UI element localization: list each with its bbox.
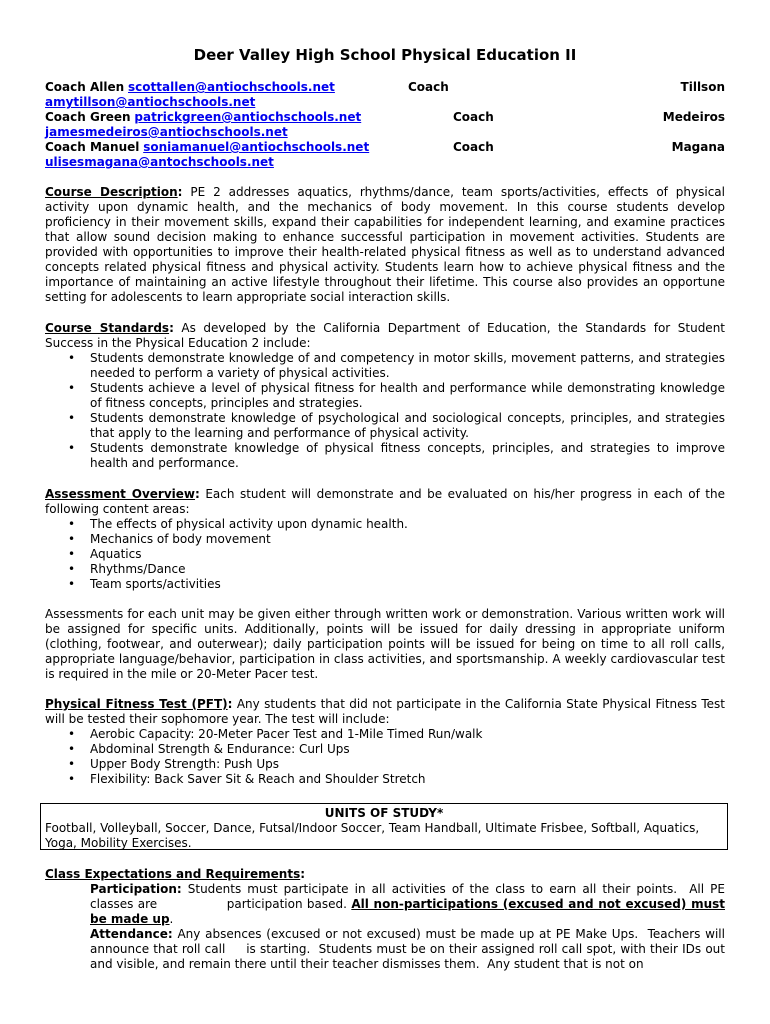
coach-word: Coach — [453, 110, 494, 124]
pft-list — [45, 727, 725, 787]
attendance-text: Any absences (excused or not excused) must be made up at PE Make Ups. Teachers will announce that roll call is starting. Students must be on their assigned roll call spot, with their IDs out and visible, and remain there until their teacher dismisses them. Any student that is not on — [90, 927, 729, 971]
course-standards: Course Standards: As developed by the California Department of Education, the Standards for Student Success in the Physical Education 2 include: — [45, 321, 725, 350]
coach-line-magana-email — [45, 155, 725, 170]
course-description-text: PE 2 addresses aquatics, rhythms/dance, team sports/activities, effects of physical activity upon dynamic health, and the mechanics of body movement. In this course students develop proficiency in their movement skills, expand their capabilities for independent learning, and examine practices that allow sound decision making to enhance successful participation in movement activities. Students are provided with opportunities to improve their health-related physical fitness as well as to understand advanced concepts related physical fitness and physical activity. Students learn how to achieve physical fitness and the importance of maintaining an active lifestyle throughout their lifetime. This course also provides an opportune setting for adolescents to learn appropriate social interaction skills. — [45, 185, 725, 304]
coach-line-tillson-email — [45, 95, 725, 110]
email-link-green[interactable]: patrickgreen@antiochschools.net — [134, 110, 362, 124]
coach-allen-label: Coach Allen — [45, 80, 125, 94]
coach-word: Coach — [453, 140, 494, 154]
email-link-manuel[interactable]: soniamanuel@antiochschools.net — [143, 140, 370, 154]
coach-line-medeiros-email — [45, 125, 725, 140]
list-item: • The effects of physical activity upon dynamic health. — [45, 517, 725, 532]
list-item: • Abdominal Strength & Endurance: Curl Ups — [45, 742, 725, 757]
coach-manuel-label: Coach Manuel — [45, 140, 140, 154]
pft-section: Physical Fitness Test (PFT): Any students that did not participate in the California State Physical Fitness Test will be tested their sophomore year. The test will include: — [45, 697, 725, 726]
list-item: • Aquatics — [45, 547, 725, 562]
assessment-heading: Assessment Overview — [45, 487, 196, 501]
list-item: • Students demonstrate knowledge of physical fitness concepts, principles, and strategies to improve health and performance. — [45, 441, 725, 471]
coach-medeiros-name: Medeiros — [662, 110, 725, 124]
pft-intro: Any students that did not participate in the California State Physical Fitness Test will be tested their sophomore year. The test will include: — [45, 697, 725, 726]
units-text: Football, Volleyball, Soccer, Dance, Futsal/Indoor Soccer, Team Handball, Ultimate Frisbee, Softball, Aquatics, Yoga, Mobility Exercises. — [45, 821, 700, 850]
coach-green-label: Coach Green — [45, 110, 131, 124]
expectations-heading-line: Class Expectations and Requirements: — [45, 867, 306, 881]
pft-heading: Physical Fitness Test (PFT) — [45, 697, 228, 711]
list-item: • Upper Body Strength: Push Ups — [45, 757, 725, 772]
participation-emphasis: All non-participations (excused and not excused) must be made up — [90, 897, 726, 926]
email-link-medeiros[interactable]: jamesmedeiros@antiochschools.net — [45, 125, 288, 139]
email-link-tillson[interactable]: amytillson@antiochschools.net — [45, 95, 256, 109]
list-item: • Aerobic Capacity: 20-Meter Pacer Test and 1-Mile Timed Run/walk — [45, 727, 725, 742]
attendance-paragraph — [90, 927, 729, 972]
coach-line-green — [45, 110, 725, 125]
course-standards-heading: Course Standards — [45, 321, 170, 335]
assessment-list — [45, 517, 725, 592]
course-standards-list — [45, 351, 725, 471]
participation-label: Participation: — [90, 882, 182, 896]
email-link-allen[interactable]: scottallen@antiochschools.net — [128, 80, 335, 94]
assessment-intro: Each student will demonstrate and be evaluated on his/her progress in each of the following content areas: — [45, 487, 725, 516]
units-heading: UNITS OF STUDY* — [324, 806, 444, 820]
attendance-label: Attendance: — [90, 927, 173, 941]
coach-word: Coach — [408, 80, 449, 94]
assessment-details: Assessments for each unit may be given either through written work or demonstration. Various written work will be assigned for specific units. Additionally, points will be issued for daily dressing in appropriate uniform (clothing, footwear, and outerwear); daily participation points will be issued for being on time to all roll calls, appropriate language/behavior, participation in class activities, and sportsmanship. A weekly cardiovascular test is required in the mile or 20-Meter Pacer test. — [45, 607, 725, 681]
email-link-magana[interactable]: ulisesmagana@antochschools.net — [45, 155, 274, 169]
course-description-heading: Course Description — [45, 185, 178, 199]
course-description: Course Description: PE 2 addresses aquatics, rhythms/dance, team sports/activities, effects of physical activity upon dynamic health, and the mechanics of body movement. In this course students develop proficiency in their movement skills, expand their capabilities for independent learning, and examine practices that allow sound decision making to enhance successful participation in movement activities. Students are provided with opportunities to improve their health-related physical fitness as well as to understand advanced concepts related physical fitness and physical activity. Students learn how to achieve physical fitness and the importance of maintaining an active lifestyle throughout their lifetime. This course also provides an opportune setting for adolescents to learn appropriate social interaction skills. — [45, 185, 725, 304]
page-title: Deer Valley High School Physical Education II — [193, 46, 577, 64]
assessment-overview: Assessment Overview: Each student will demonstrate and be evaluated on his/her progress in each of the following content areas: — [45, 487, 725, 516]
list-item: • Team sports/activities — [45, 577, 725, 592]
participation-paragraph: Participation: Students must participate in all activities of the class to earn all their points. All PE classes are participation based. All non-participations (excused and not excused) must be made up. — [90, 882, 729, 926]
coach-line-allen — [45, 80, 725, 95]
list-item: • Rhythms/Dance — [45, 562, 725, 577]
coach-tillson-name: Tillson — [680, 80, 725, 94]
expectations-heading: Class Expectations and Requirements — [45, 867, 301, 881]
course-standards-intro: As developed by the California Department of Education, the Standards for Student Success in the Physical Education 2 include: — [45, 321, 725, 350]
coach-line-manuel — [45, 140, 725, 155]
coach-magana-name: Magana — [671, 140, 725, 154]
participation-text: Students must participate in all activities of the class to earn all their points. All PE classes are participation based. — [90, 882, 729, 911]
list-item: • Students achieve a level of physical fitness for health and performance while demonstrating knowledge of fitness concepts, principles and strategies. — [45, 381, 725, 411]
units-of-study-box — [40, 803, 728, 850]
list-item: • Mechanics of body movement — [45, 532, 725, 547]
list-item: • Students demonstrate knowledge of psychological and sociological concepts, principles, and strategies that apply to the learning and performance of physical activity. — [45, 411, 725, 441]
list-item: • Students demonstrate knowledge of and competency in motor skills, movement patterns, and strategies needed to perform a variety of physical activities. — [45, 351, 725, 381]
list-item: • Flexibility: Back Saver Sit & Reach and Shoulder Stretch — [45, 772, 725, 787]
